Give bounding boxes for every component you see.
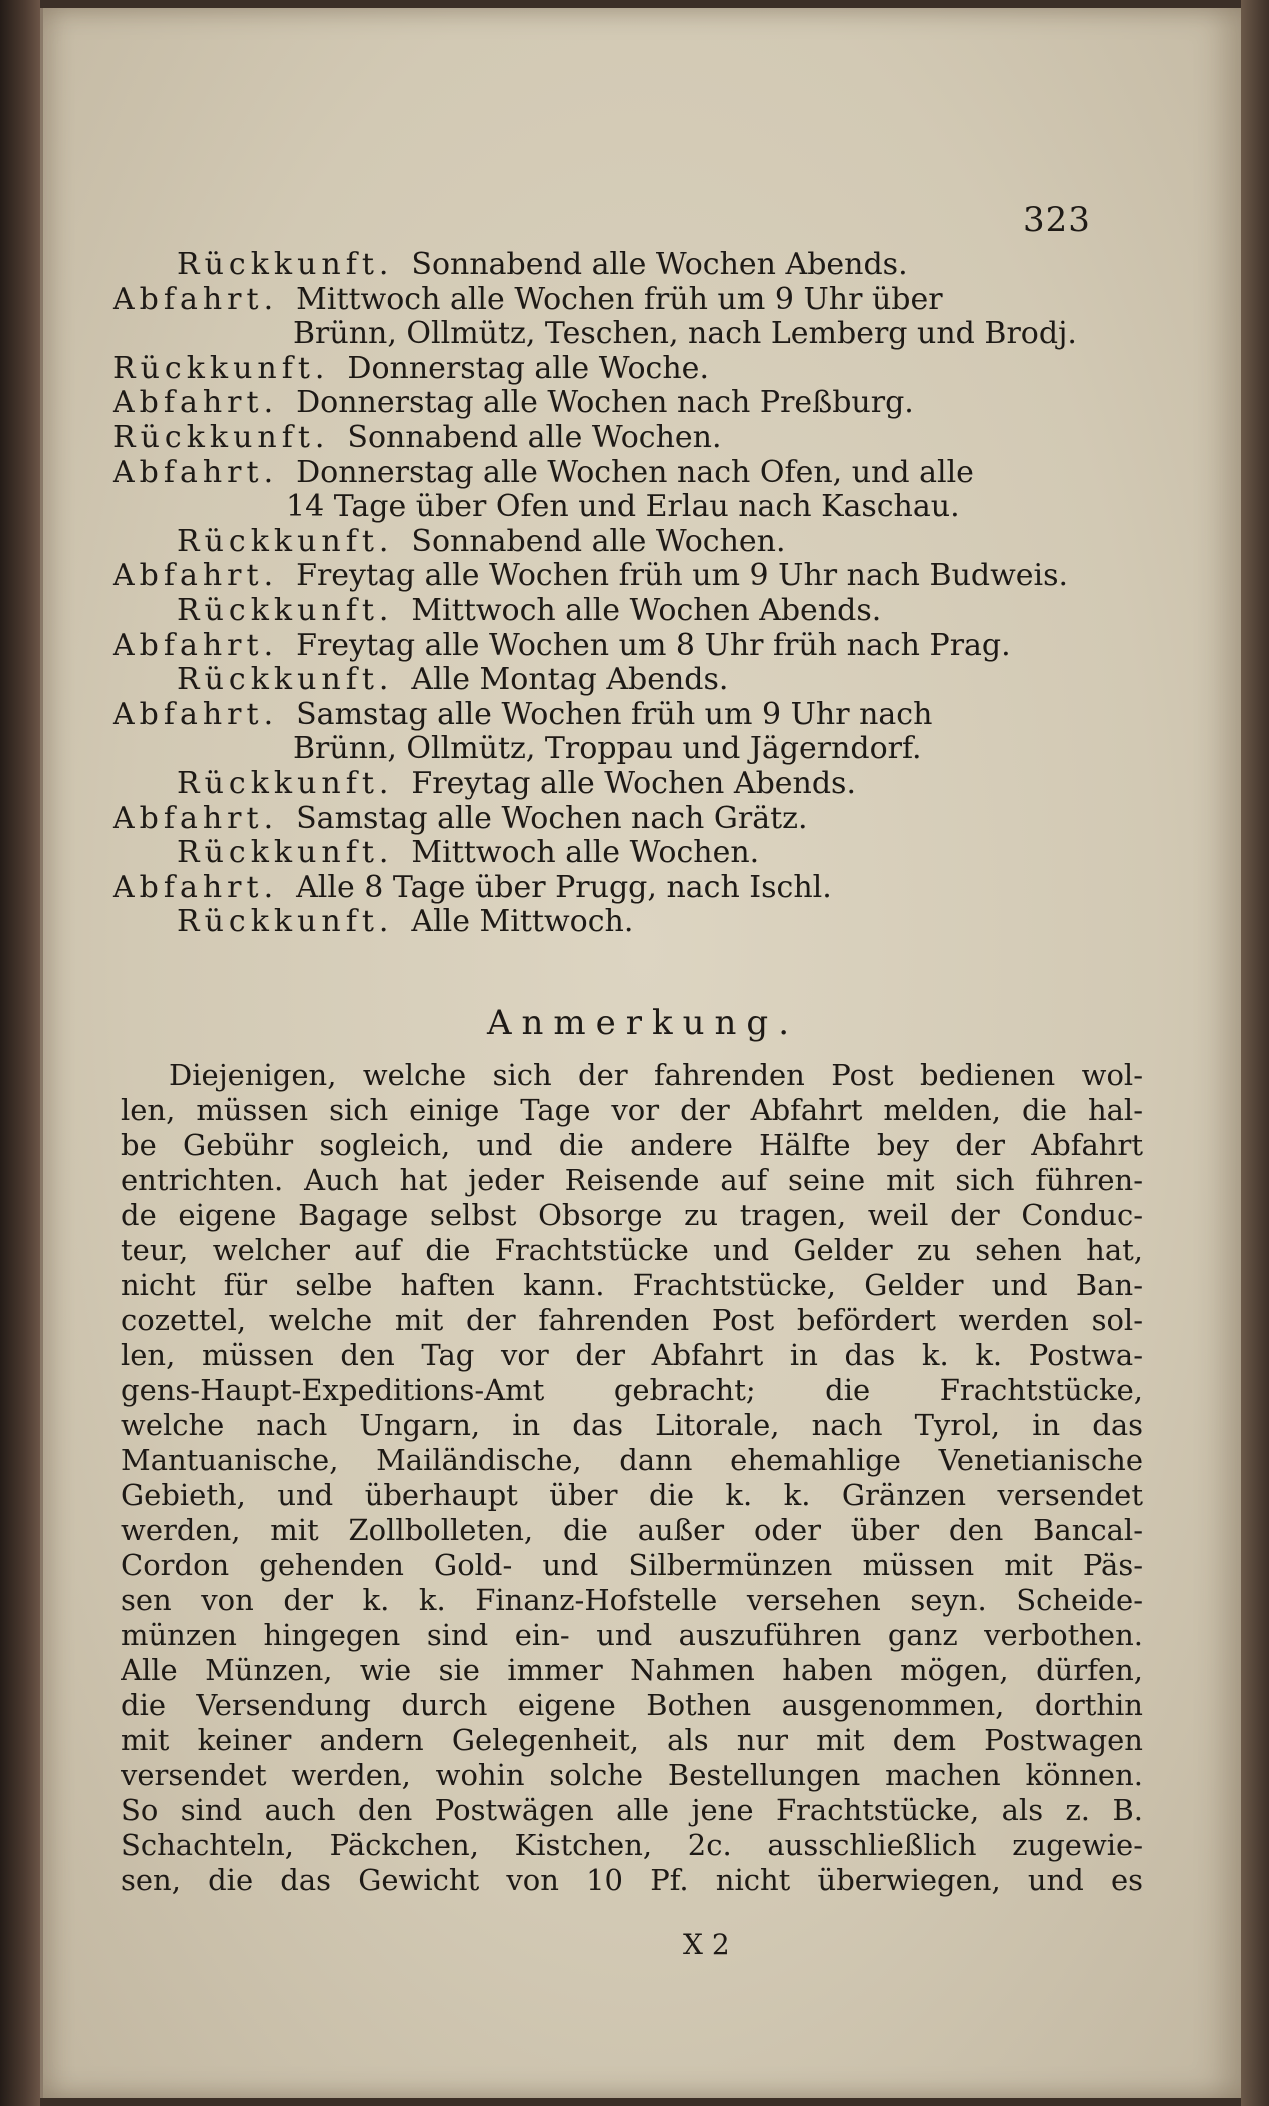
schedule-text: Brünn, Ollmütz, Teschen, nach Lemberg und Brodj. — [293, 316, 1077, 352]
paragraph-line: Schachteln, Päckchen, Kistchen, 2c. ausschließlich zugewie- — [121, 1828, 1143, 1862]
paragraph-line: Diejenigen, welche sich der fahrenden Post bedienen wol- — [169, 1058, 1143, 1092]
schedule-text: Alle Mittwoch. — [411, 904, 634, 940]
schedule-line — [113, 559, 1148, 594]
paragraph-line: len, müssen sich einige Tage vor der Abfahrt melden, die hal- — [121, 1093, 1143, 1127]
book-spine — [0, 0, 40, 2106]
schedule-keyword: Abfahrt. — [113, 558, 279, 594]
paragraph-line: de eigene Bagage selbst Obsorge zu tragen, weil der Conduc- — [121, 1198, 1143, 1232]
paragraph-line: len, müssen den Tag vor der Abfahrt in das k. k. Postwa- — [121, 1338, 1143, 1372]
schedule-keyword: Abfahrt. — [113, 869, 279, 905]
schedule-keyword: Rückkunft. — [113, 350, 330, 386]
schedule-line — [113, 352, 1148, 387]
paragraph-line: be Gebühr sogleich, und die andere Hälfte bey der Abfahrt — [121, 1128, 1143, 1162]
schedule-line — [113, 525, 1148, 560]
schedule-line — [113, 456, 1148, 491]
paragraph-line: teur, welcher auf die Frachtstücke und Gelder zu sehen hat, — [121, 1233, 1143, 1267]
printer-signature: X 2 — [683, 1928, 730, 1961]
schedule-keyword: Rückkunft. — [177, 765, 394, 801]
schedule-text: Alle 8 Tage über Prugg, nach Ischl. — [296, 869, 832, 905]
schedule-keyword: Rückkunft. — [177, 523, 394, 559]
schedule-line — [113, 767, 1148, 802]
schedule-keyword: Abfahrt. — [113, 627, 279, 663]
schedule-keyword: Rückkunft. — [177, 592, 394, 628]
schedule-line — [113, 283, 1148, 318]
paragraph-line: entrichten. Auch hat jeder Reisende auf seine mit sich führen- — [121, 1163, 1143, 1197]
paragraph-line: welche nach Ungarn, in das Litorale, nach Tyrol, in das — [121, 1408, 1143, 1442]
schedule-keyword: Abfahrt. — [113, 454, 279, 490]
paragraph-line: versendet werden, wohin solche Bestellungen machen können. — [121, 1758, 1143, 1792]
schedule-text: Brünn, Ollmütz, Troppau und Jägerndorf. — [293, 731, 922, 767]
paragraph-line: nicht für selbe haften kann. Frachtstücke, Gelder und Ban- — [121, 1268, 1143, 1302]
schedule-line — [113, 732, 1148, 767]
schedule-text: Mittwoch alle Wochen. — [411, 835, 760, 871]
schedule-keyword: Rückkunft. — [113, 419, 330, 455]
paragraph-line: mit keiner andern Gelegenheit, als nur mit dem Postwagen — [121, 1723, 1143, 1757]
paragraph-line: münzen hingegen sind ein- und auszuführen ganz verbothen. — [121, 1618, 1143, 1652]
paragraph-line: Cordon gehenden Gold- und Silbermünzen müssen mit Päs- — [121, 1548, 1143, 1582]
schedule-text: Mittwoch alle Wochen früh um 9 Uhr über — [296, 281, 943, 317]
schedule-keyword: Rückkunft. — [177, 904, 394, 940]
schedule-keyword: Abfahrt. — [113, 281, 279, 317]
schedule-keyword: Rückkunft. — [177, 662, 394, 698]
paragraph-line: sen, die das Gewicht von 10 Pf. nicht überwiegen, und es — [121, 1863, 1143, 1897]
schedule-text: Alle Montag Abends. — [411, 662, 729, 698]
paragraph-line: Alle Münzen, wie sie immer Nahmen haben mögen, dürfen, — [121, 1653, 1143, 1687]
schedule-keyword: Abfahrt. — [113, 696, 279, 732]
schedule-keyword: Rückkunft. — [177, 247, 394, 282]
schedule-text: Samstag alle Wochen früh um 9 Uhr nach — [296, 696, 933, 732]
schedule-line — [113, 629, 1148, 664]
schedule-text: Freytag alle Wochen früh um 9 Uhr nach Budweis. — [296, 558, 1069, 594]
schedule-line — [113, 594, 1148, 629]
book-page — [40, 8, 1243, 2098]
schedule-text: Sonnabend alle Wochen. — [411, 523, 786, 559]
schedule-line — [113, 836, 1148, 871]
schedule-keyword: Abfahrt. — [113, 385, 279, 421]
postal-schedule — [113, 248, 1148, 940]
schedule-line — [113, 490, 1148, 525]
paragraph-line: cozettel, welche mit der fahrenden Post befördert werden sol- — [121, 1303, 1143, 1337]
schedule-text: Mittwoch alle Wochen Abends. — [411, 592, 882, 628]
page-number: 323 — [1023, 200, 1091, 240]
schedule-text: 14 Tage über Ofen und Erlau nach Kaschau. — [286, 489, 960, 525]
schedule-keyword: Rückkunft. — [177, 835, 394, 871]
page-edge — [1241, 0, 1269, 2106]
paragraph-line: So sind auch den Postwägen alle jene Frachtstücke, als z. B. — [121, 1793, 1143, 1827]
schedule-text: Donnerstag alle Wochen nach Ofen, und alle — [296, 454, 974, 490]
schedule-keyword: Abfahrt. — [113, 800, 279, 836]
schedule-line — [113, 317, 1148, 352]
schedule-text: Donnerstag alle Woche. — [347, 350, 709, 386]
schedule-text: Freytag alle Wochen Abends. — [411, 765, 856, 801]
schedule-text: Freytag alle Wochen um 8 Uhr früh nach Prag. — [296, 627, 1011, 663]
paragraph-line: Mantuanische, Mailändische, dann ehemahlige Venetianische — [121, 1443, 1143, 1477]
schedule-line — [113, 905, 1148, 940]
schedule-line — [113, 421, 1148, 456]
paragraph-line: gens-Haupt-Expeditions-Amt gebracht; die Frachtstücke, — [121, 1373, 1143, 1407]
schedule-line — [113, 698, 1148, 733]
schedule-text: Samstag alle Wochen nach Grätz. — [296, 800, 808, 836]
schedule-text: Sonnabend alle Wochen Abends. — [411, 247, 908, 282]
schedule-text: Sonnabend alle Wochen. — [347, 419, 722, 455]
schedule-text: Donnerstag alle Wochen nach Preßburg. — [296, 385, 914, 421]
remark-paragraph — [121, 1058, 1143, 1898]
schedule-line — [113, 248, 1148, 283]
schedule-line — [113, 802, 1148, 837]
schedule-line — [113, 871, 1148, 906]
paragraph-line: werden, mit Zollbolleten, die außer oder über den Bancal- — [121, 1513, 1143, 1547]
schedule-line — [113, 663, 1148, 698]
schedule-line — [113, 386, 1148, 421]
section-heading: Anmerkung. — [486, 1003, 800, 1043]
paragraph-line: sen von der k. k. Finanz-Hofstelle versehen seyn. Scheide- — [121, 1583, 1143, 1617]
paragraph-line: Gebieth, und überhaupt über die k. k. Gränzen versendet — [121, 1478, 1143, 1512]
paragraph-line: die Versendung durch eigene Bothen ausgenommen, dorthin — [121, 1688, 1143, 1722]
